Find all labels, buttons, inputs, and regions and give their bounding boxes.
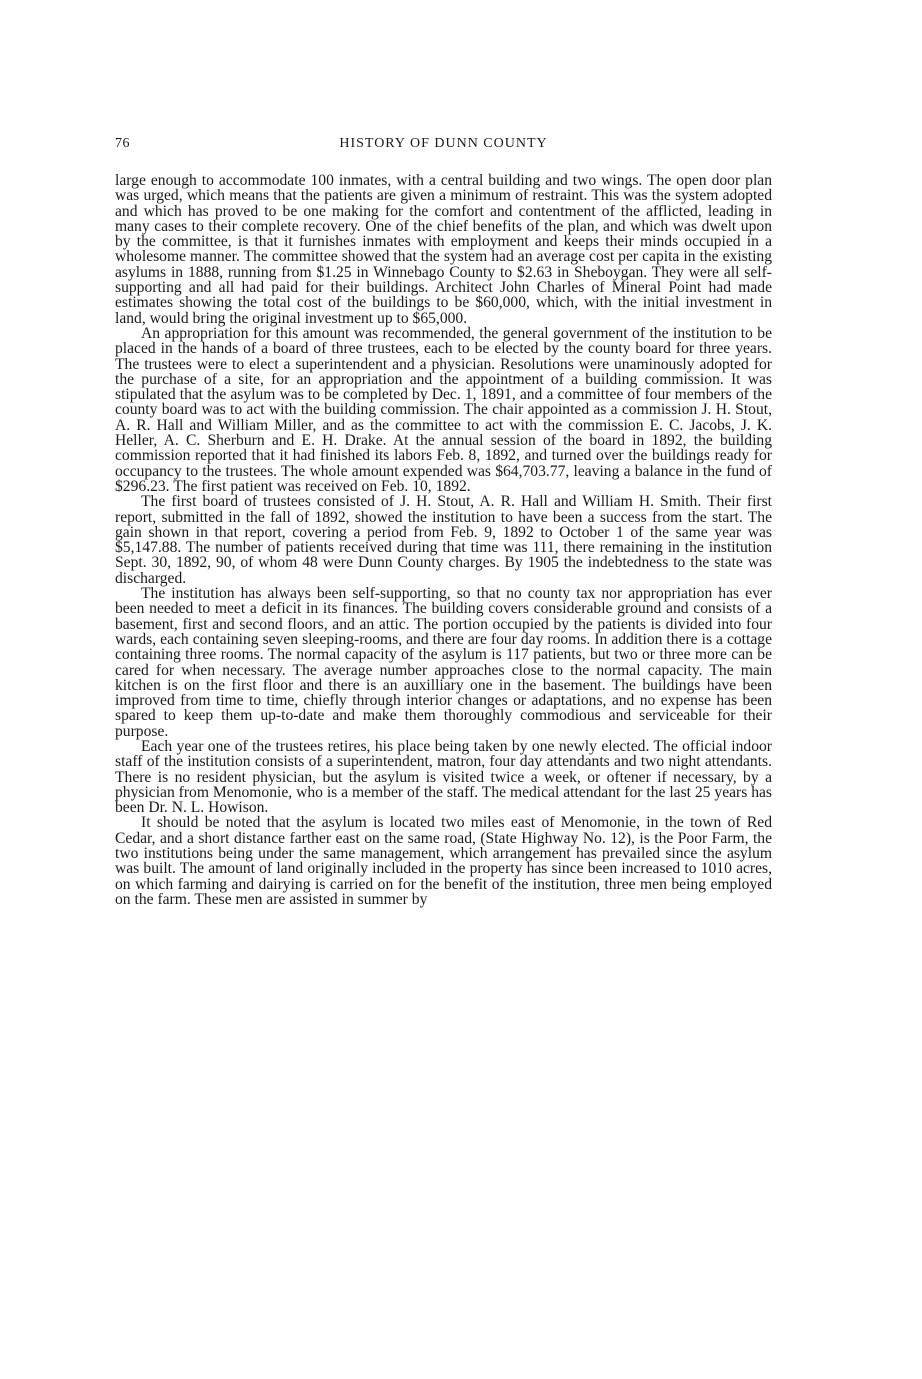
paragraph-4: The institution has always been self-supporting, so that no county tax nor appropriation has ever been needed to meet a deficit in its finances. The building covers considerable ground and consists of a basement, first and second floors, and an attic. The portion occupied by the patients is divided into four wards, each containing seven sleeping-rooms, and there are four day rooms. In addition there is a cottage containing three rooms. The normal capacity of the asylum is 117 patients, but two or three more can be cared for when necessary. The average number approaches close to the normal capacity. The main kitchen is on the first floor and there is an auxilliary one in the basement. The buildings have been improved from time to time, chiefly through interior changes or adaptations, and no expense has been spared to keep them up-to-date and make them thoroughly commodious and serviceable for their purpose. [115, 585, 772, 740]
running-head [115, 136, 772, 156]
paragraph-5: Each year one of the trustees retires, his place being taken by one newly elected. The official indoor staff of the institution consists of a superintendent, matron, four day attendants and two night attendants. There is no resident physician, but the asylum is visited twice a week, or oftener if necessary, by a physician from Menomonie, who is a member of the staff. The medical attendant for the last 25 years has been Dr. N. L. Howison. [115, 737, 772, 817]
paragraph-2: An appropriation for this amount was recommended, the general government of the institution to be placed in the hands of a board of three trustees, each to be elected by the county board for three years. The trustees were to elect a superintendent and a physician. Resolutions were unaminously adopted for the purchase of a site, for an appropriation and the appointment of a building commission. It was stipulated that the asylum was to be completed by Dec. 1, 1891, and a committee of four members of the county board was to act with the building commission. The chair appointed as a commission J. H. Stout, A. R. Hall and William Miller, and as the committee to act with the commission E. C. Jacobs, J. K. Heller, A. C. Sherburn and E. H. Drake. At the annual session of the board in 1892, the building commission reported that it had finished its labors Feb. 8, 1892, and turned over the buildings ready for occupancy to the trustees. The whole amount expended was $64,703.77, leaving a balance in the fund of $296.23. The first patient was received on Feb. 10, 1892. [115, 324, 772, 495]
body-text [115, 173, 772, 907]
book-title: HISTORY OF DUNN COUNTY [339, 136, 548, 151]
paragraph-6: It should be noted that the asylum is located two miles east of Menomonie, in the town of Red Cedar, and a short distance farther east on the same road, (State Highway No. 12), is the Poor Farm, the two institutions being under the same management, which arrangement has prevailed since the asylum was built. The amount of land originally included in the property has since been increased to 1010 acres, on which farming and dairying is carried on for the benefit of the institution, three men being employed on the farm. These men are assisted in summer by [115, 814, 772, 908]
page-number: 76 [115, 136, 130, 151]
paragraph-1: large enough to accommodate 100 inmates, with a central building and two wings. The open door plan was urged, which means that the patients are given a minimum of restraint. This was the system adopted and which has proved to be one making for the comfort and contentment of the afflicted, leading in many cases to their complete recovery. One of the chief benefits of the plan, and which was dwelt upon by the committee, is that it furnishes inmates with employment and keeps their minds occupied in a wholesome manner. The committee showed that the system had an average cost per capita in the existing asylums in 1888, running from $1.25 in Winnebago County to $2.63 in Sheboygan. They were all self-supporting and all had paid for their buildings. Architect John Charles of Mineral Point had made estimates showing the total cost of the buildings to be $60,000, which, with the initial investment in land, would bring the original investment up to $65,000. [115, 172, 772, 327]
paragraph-3: The first board of trustees consisted of J. H. Stout, A. R. Hall and William H. Smith. Their first report, submitted in the fall of 1892, showed the institution to have been a success from the start. The gain shown in that report, covering a period from Feb. 9, 1892 to October 1 of the same year was $5,147.88. The number of patients received during that time was 111, there remaining in the institution Sept. 30, 1892, 90, of whom 48 were Dunn County charges. By 1905 the indebtedness to the state was discharged. [115, 493, 772, 587]
